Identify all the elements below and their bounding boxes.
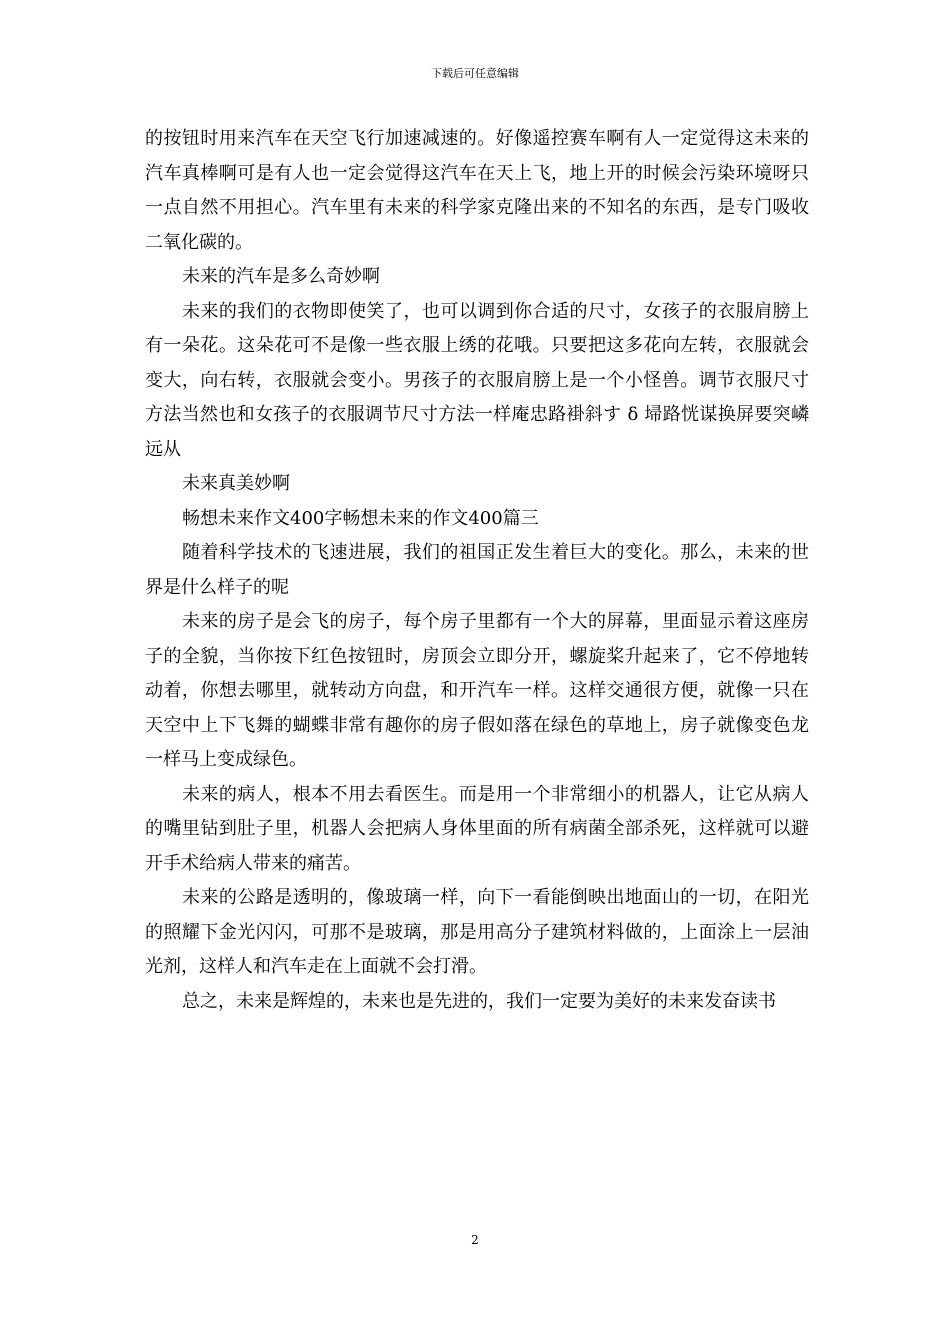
paragraph-road: 未来的公路是透明的，像玻璃一样，向下一看能倒映出地面山的一切，在阳光的照耀下金光闪闪，可那不是玻璃，那是用高分子建筑材料做的，上面涂上一层油光剂，这样人和汽车走在上面就不会打滑。	[145, 887, 809, 977]
paragraph-conclusion: 总之，未来是辉煌的，未来也是先进的，我们一定要为美好的未来发奋读书	[182, 990, 776, 1012]
paragraph-clothes: 未来的我们的衣物即使笑了，也可以调到你合适的尺寸，女孩子的衣服肩膀上有一朵花。这朵花可不是像一些衣服上绣的花哦。只要把这多花向左转，衣服就会变大，向右转，衣服就会变小。男孩子的衣服肩膀上是一个小怪兽。调节衣服尺寸方法当然也和女孩子的衣服调节尺寸方法一样庵忠路褂斜す δ 埽路恍谋换屏要突嶙远从	[145, 300, 809, 460]
paragraph-beautiful: 未来真美妙啊	[182, 473, 290, 494]
page-number: 2	[471, 1233, 479, 1247]
paragraph-car-exclaim: 未来的汽车是多么奇妙啊	[182, 266, 380, 287]
page-header: 下载后可任意编辑	[431, 67, 519, 80]
paragraph-house: 未来的房子是会飞的房子，每个房子里都有一个大的屏幕，里面显示着这座房子的全貌，当你按下红色按钮时，房顶会立即分开，螺旋桨升起来了，它不停地转动着，你想去哪里，就转动方向盘，和开汽车一样。这样交通很方便，就像一只在天空中上下飞舞的蝴蝶非常有趣你的房子假如落在绿色的草地上，房子就像变色龙一样马上变成绿色。	[145, 611, 809, 770]
paragraph-patients: 未来的病人，根本不用去看医生。而是用一个非常细小的机器人，让它从病人的嘴里钻到肚子里，机器人会把病人身体里面的所有病菌全部杀死，这样就可以避开手术给病人带来的痛苦。	[145, 783, 809, 874]
paragraph-intro: 随着科学技术的飞速进展，我们的祖国正发生着巨大的变化。那么，未来的世界是什么样子的呢	[145, 542, 809, 598]
paragraph-continuation: 的按钮时用来汽车在天空飞行加速减速的。好像遥控赛车啊有人一定觉得这未来的汽车真棒啊可是有人也一定会觉得这汽车在天上飞，地上开的时候会污染环境呀只一点自然不用担心。汽车里有未来的科学家克隆出来的不知名的东西，是专门吸收二氧化碳的。	[145, 128, 809, 253]
document-body	[145, 122, 809, 1019]
section-title: 畅想未来作文400字畅想未来的作文400篇三	[182, 507, 539, 529]
